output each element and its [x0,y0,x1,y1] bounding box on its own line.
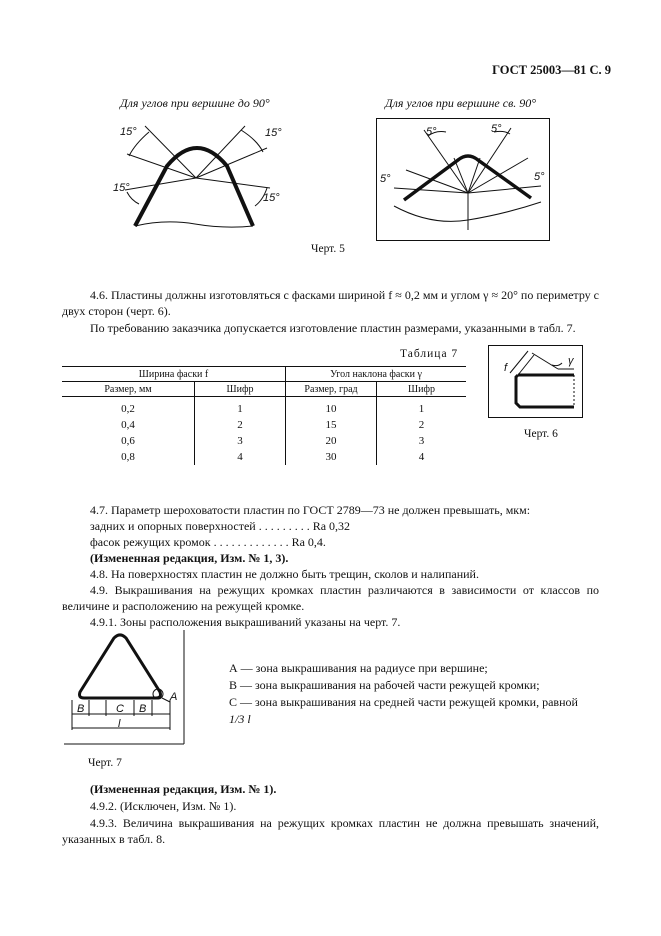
table-row [62,397,466,418]
table-cell: 0,8 [62,449,195,465]
table7-caption: Таблица 7 [400,348,459,360]
table-row [62,417,466,433]
table-cell: 0,4 [62,417,195,433]
table-cell: 1 [195,397,286,418]
para-4-6: 4.6. Пластины должны изготовляться с фасками шириной f ≈ 0,2 мм и углом γ ≈ 20° по периметру с двух сторон (черт. 6). [62,288,599,318]
angle-label: 5° [534,171,545,183]
table-cell: 2 [195,417,286,433]
fig5-left-drawing [105,118,305,233]
angle-label: 15° [265,127,282,139]
table-cell: 1 [418,403,425,415]
table7-col-header: Размер, мм [62,382,195,397]
fig6-drawing [488,345,584,419]
para-4-6-note: По требованию заказчика допускается изготовление пластин размерами, указанными в табл. 7. [90,321,576,335]
page-header: ГОСТ 25003—81 С. 9 [492,63,611,77]
legend-item: А — зона выкрашивания на радиусе при вершине; [229,661,488,675]
table-cell: 4 [418,451,425,463]
para-4-7-line1: задних и опорных поверхностей . . . . . . . . . Ra 0,32 [90,519,351,533]
table-cell: 3 [418,435,425,447]
table7-header-row [62,382,466,397]
table-cell: 30 [286,449,377,465]
para-4-7-line2: фасок режущих кромок . . . . . . . . . . . . . Ra 0,4. [90,535,326,549]
edit-note: (Измененная редакция, Изм. № 1). [90,782,277,796]
para-4-9-2: 4.9.2. (Исключен, Изм. № 1). [90,799,237,813]
table-row [62,449,466,465]
edit-note: (Измененная редакция, Изм. № 1, 3). [90,551,289,565]
fig6-label: Черт. 6 [524,428,558,440]
table7-col-header: Шифр [377,382,467,397]
table-cell: 2 [418,419,425,431]
table-cell: 4 [195,449,286,465]
zone-b-label: B [77,703,85,715]
legend-item: В — зона выкрашивания на рабочей части режущей кромки; [229,678,540,692]
table-7 [62,366,466,465]
table-cell: 10 [286,397,377,418]
table-cell: 20 [286,433,377,449]
fig5-caption-left: Для углов при вершине до 90° [120,96,270,110]
table7-col-header: Размер, град [286,382,377,397]
table-row [62,433,466,449]
fig5-right-drawing [376,118,551,243]
angle-label: 15° [120,126,137,138]
fig5-caption-right: Для углов при вершине св. 90° [385,96,537,110]
zone-c-label: C [116,703,124,715]
para-4-9-3: 4.9.3. Величина выкрашивания на режущих кромках пластин не должна превышать значений, указанных в табл. 8. [62,816,599,846]
fig6-gamma-label: γ [568,355,574,367]
fig7-label: Черт. 7 [88,757,122,769]
para-4-7: 4.7. Параметр шероховатости пластин по ГОСТ 2789—73 не должен превышать, мкм: [90,503,531,517]
length-l-label: l [118,718,121,730]
zone-b-label: B [139,703,147,715]
legend-item: С — зона выкрашивания на средней части режущей кромки, равной [229,695,578,709]
angle-label: 5° [491,123,502,135]
table-cell: 0,2 [62,397,195,418]
para-4-9-1: 4.9.1. Зоны расположения выкрашиваний указаны на черт. 7. [90,615,401,629]
legend-item: 1/3 l [229,712,251,726]
table7-col-header: Шифр [195,382,286,397]
table-cell: 3 [195,433,286,449]
table7-group-angle: Угол наклона фаски γ [286,367,467,382]
fig7-drawing [64,630,188,748]
angle-label: 15° [113,182,130,194]
para-4-9: 4.9. Выкрашивания на режущих кромках пластин различаются в зависимости от классов по величине и расположению на режущей кромке. [62,583,599,613]
angle-label: 5° [380,173,391,185]
fig5-label: Черт. 5 [311,243,345,255]
angle-label: 15° [263,192,280,204]
table7-group-width: Ширина фаски f [62,367,286,382]
table-cell: 15 [286,417,377,433]
para-4-8: 4.8. На поверхностях пластин не должно быть трещин, сколов и налипаний. [90,567,479,581]
fig6-f-label: f [504,362,508,374]
angle-label: 5° [426,126,437,138]
table-cell: 0,6 [62,433,195,449]
fig7-legend [229,660,599,728]
zone-a-label: A [170,691,178,703]
table7-group-row [62,367,466,382]
